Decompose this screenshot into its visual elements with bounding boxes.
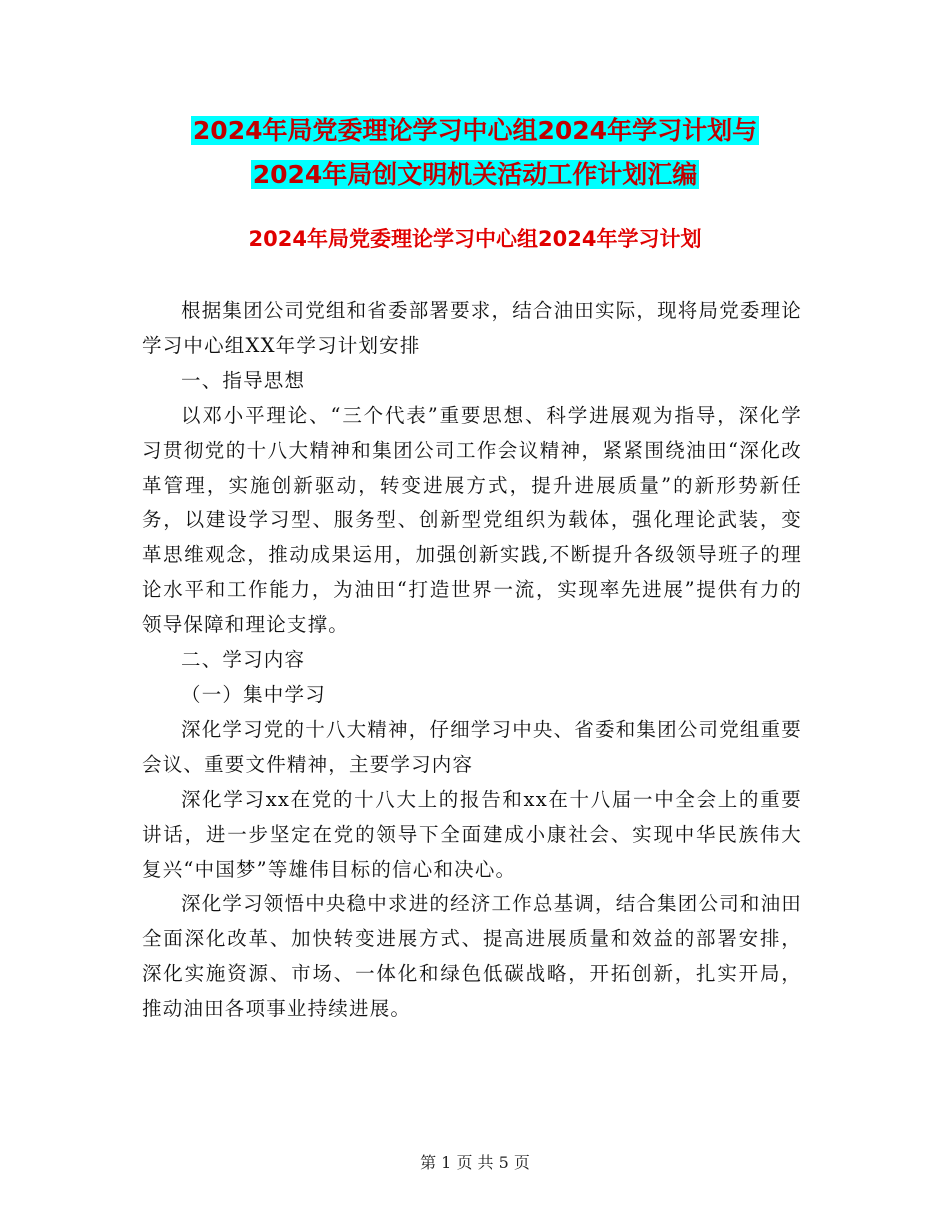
section-title: 2024年局党委理论学习中心组2024年学习计划: [248, 227, 702, 251]
paragraph: 深化学习xx在党的十八大上的报告和xx在十八届一中全会上的重要讲话，进一步坚定在党的领导下全面建成小康社会、实现中华民族伟大复兴“中国梦”等雄伟目标的信心和决心。: [142, 787, 802, 881]
paragraph: 深化学习党的十八大精神，仔细学习中央、省委和集团公司党组重要会议、重要文件精神，主要学习内容: [142, 717, 803, 776]
title-highlight: 2024年局党委理论学习中心组2024年学习计划与: [192, 116, 758, 145]
paragraph: 深化学习领悟中央稳中求进的经济工作总基调，结合集团公司和油田全面深化改革、加快转变进展方式、提高进展质量和效益的部署安排，深化实施资源、市场、一体化和绿色低碳战略，开拓创新，扎实开局，推动油田各项事业持续进展。: [142, 892, 803, 1021]
document-body: [142, 294, 802, 1027]
paragraph: 以邓小平理论、“三个代表”重要思想、科学进展观为指导，深化学习贯彻党的十八大精神和集团公司工作会议精神，紧紧围绕油田“深化改革管理，实施创新驱动，转变进展方式，提升进展质量”的新形势新任务，以建设学习型、服务型、创新型党组织为载体，强化理论武装，变革思维观念，推动成果运用，加强创新实践,不断提升各级领导班子的理论水平和工作能力，为油田“打造世界一流，实现率先进展”提供有力的领导保障和理论支撑。: [142, 403, 802, 637]
heading-centralized-study: （一）集中学习: [181, 682, 326, 706]
title-highlight: 2024年局创文明机关活动工作计划汇编: [252, 160, 698, 189]
heading-study-content: 二、学习内容: [181, 648, 306, 672]
document-title-line-2: [0, 157, 950, 193]
document-title-line-1: [0, 113, 950, 149]
paragraph: 根据集团公司党组和省委部署要求，结合油田实际，现将局党委理论学习中心组XX年学习计划安排: [142, 299, 803, 357]
heading-guiding-thought: 一、指导思想: [181, 368, 306, 392]
page-number-footer: 第 1 页 共 5 页: [420, 1153, 530, 1172]
